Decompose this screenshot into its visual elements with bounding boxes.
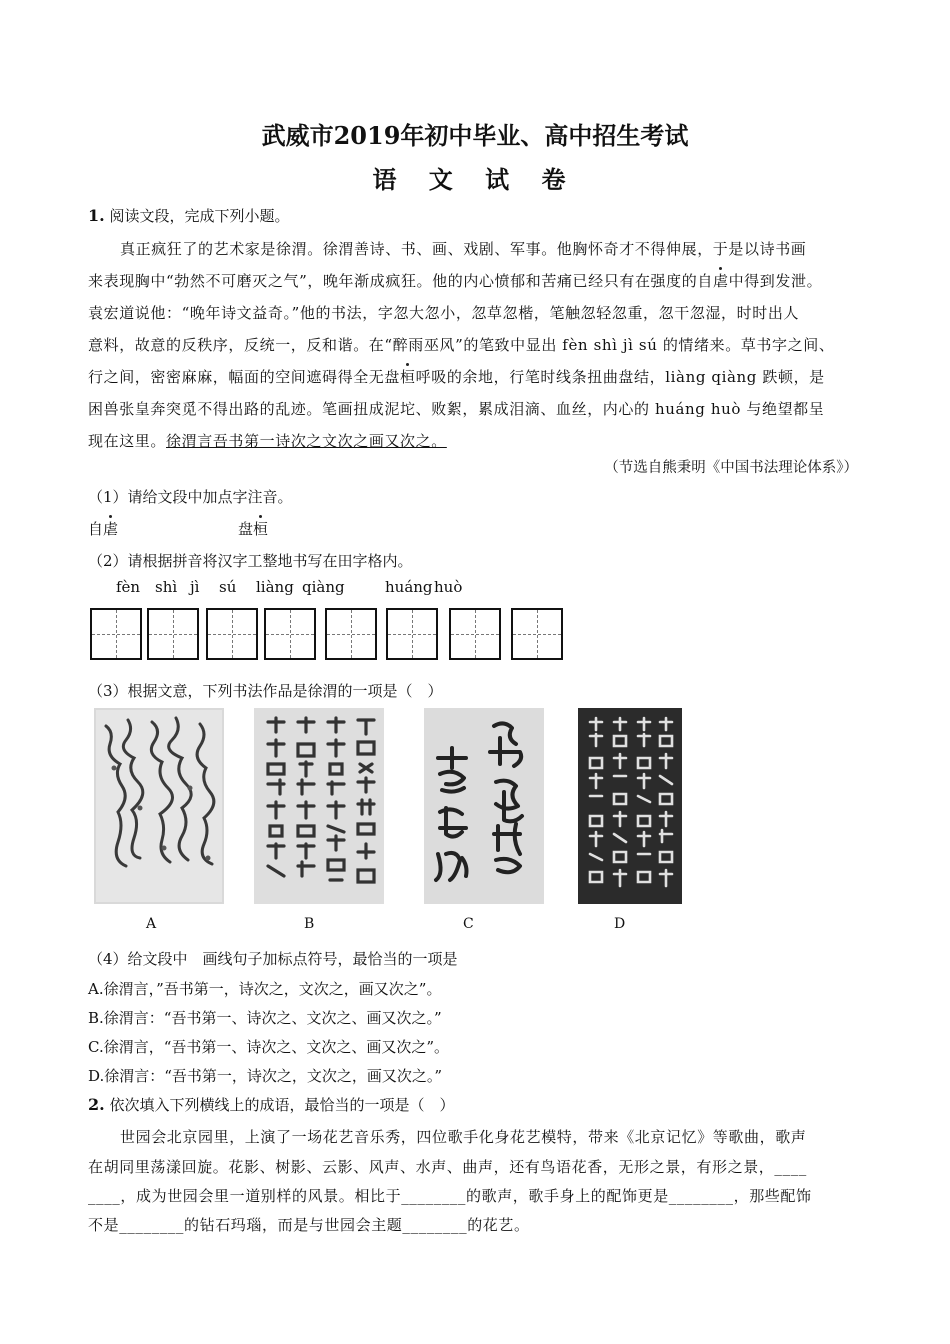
calligraphy-image-c [424,708,544,904]
passage-line-2b: 中得到发泄。 [728,272,823,290]
page-title: 武威市2019年初中毕业、高中招生考试 [261,121,689,150]
pinyin-fen: fèn [116,578,141,596]
q1-heading [88,205,290,226]
pinyin-huang: huáng [385,578,433,596]
option-label-d: D [614,916,626,932]
underlined-sentence: 徐渭言吾书第一诗次之文次之画又次之。 [166,432,447,450]
tianzige-box-7[interactable] [449,608,501,660]
sub4-option-a[interactable]: A.徐渭言，”吾书第一，诗次之，文次之，画又次之”。 [88,980,442,998]
q2-heading [88,1094,455,1115]
calligraphy-image-d [578,708,682,904]
passage-line-5b: 呼吸的余地，行笔时线条扭曲盘结，liàng qiàng 跌顿，是 [415,368,825,386]
q1-instruction: 阅读文段，完成下列小题。 [109,207,290,225]
sub4-prompt: （4）给文段中 画线句子加标点符号，最恰当的一项是 [88,950,458,968]
pinyin-liang: liàng [256,578,294,596]
sub1-word-1-char: 自 [88,520,104,538]
pinyin-huo: huò [434,578,463,596]
q2-passage-line-4: 不是________的钻石玛瑙，而是与世园会主题________的花艺。 [88,1216,530,1234]
passage-line-6: 困兽张皇奔突觅不得出路的乱迹。笔画扭成泥坨、败絮，累成泪滴、血丝，内心的 huáng huò 与绝望都呈 [88,400,825,418]
q2-instruction: 依次填入下列横线上的成语，最恰当的一项是（ ） [109,1096,455,1114]
q2-passage-line-3: ____，成为世园会里一道别样的风景。相比于________的歌声，歌手身上的配饰更是________，那些配饰 [88,1187,812,1205]
option-label-c: C [463,916,474,932]
tianzige-box-5[interactable] [325,608,377,660]
tianzige-box-4[interactable] [264,608,316,660]
sub1-dotted-nue: 虐 [103,520,119,538]
passage-line-5a: 行之间，密密麻麻，幅面的空间遮碍得全无盘 [88,368,401,386]
pinyin-su: sú [219,578,237,596]
passage-line-7a: 现在这里。 [88,432,167,450]
q2-number: 2. [88,1095,105,1114]
sub1-dotted-huan: 桓 [253,520,269,538]
pinyin-shi: shì [155,578,178,596]
sub1-word-2-char: 盘 [238,520,254,538]
sub1-word-2 [238,518,268,539]
calligraphy-image-b [254,708,384,904]
passage-line-4: 意料，故意的反秩序，反统一，反和谐。在“醉雨巫风”的笔致中显出 fèn shì jì sú 的情绪来。草书字之间、 [88,336,835,354]
tianzige-box-8[interactable] [511,608,563,660]
passage-line-2a: 来表现胸中“勃然不可磨灭之气”，晚年渐成疯狂。他的内心愤郁和苦痛已经只有在强度的自 [88,272,713,290]
page-subtitle: 语 文 试 卷 [372,165,578,194]
dotted-char-huan: 桓 [400,368,416,386]
tianzige-box-6[interactable] [386,608,438,660]
dotted-char-nue: 虐 [712,272,729,290]
option-label-a: A [146,916,157,932]
passage-line-5 [88,366,825,387]
option-label-b: B [304,916,315,932]
sub4-option-b[interactable]: B.徐渭言：“吾书第一、诗次之、文次之、画又次之。” [88,1009,442,1027]
tianzige-box-3[interactable] [206,608,258,660]
sub1-prompt: （1）请给文段中加点字注音。 [88,488,293,506]
passage-line-7 [88,430,447,451]
sub3-prompt: （3）根据文意，下列书法作品是徐渭的一项是（ ） [88,682,443,700]
pinyin-ji: jì [190,578,200,596]
tianzige-box-1[interactable] [90,608,142,660]
tianzige-box-2[interactable] [147,608,199,660]
sub4-option-d[interactable]: D.徐渭言：“吾书第一，诗次之，文次之，画又次之。” [88,1067,443,1085]
passage-line-1: 真正疯狂了的艺术家是徐渭。徐渭善诗、书、画、戏剧、军事。他胸怀奇才不得伸展，于是以诗书画 [120,240,807,258]
q2-passage-line-1: 世园会北京园里，上演了一场花艺音乐秀，四位歌手化身花艺模特，带来《北京记忆》等歌曲，歌声 [120,1128,807,1146]
passage-source: （节选自熊秉明《中国书法理论体系》） [604,460,858,476]
sub4-option-c[interactable]: C.徐渭言，“吾书第一、诗次之、文次之、画又次之”。 [88,1038,450,1056]
sub2-prompt: （2）请根据拼音将汉字工整地书写在田字格内。 [88,552,413,570]
q1-number: 1. [88,206,105,225]
passage-line-2 [88,270,822,291]
q2-passage-line-2: 在胡同里荡漾回旋。花影、树影、云影、风声、水声、曲声，还有鸟语花香，无形之景，有形之景，____ [88,1158,807,1176]
pinyin-qiang: qiàng [302,578,345,596]
calligraphy-image-a [94,708,224,904]
sub1-word-1 [88,518,118,539]
passage-line-3: 袁宏道说他：“晚年诗文益奇。”他的书法，字忽大忽小，忽草忽楷，笔触忽轻忽重，忽干忽湿，时时出人 [88,304,800,322]
